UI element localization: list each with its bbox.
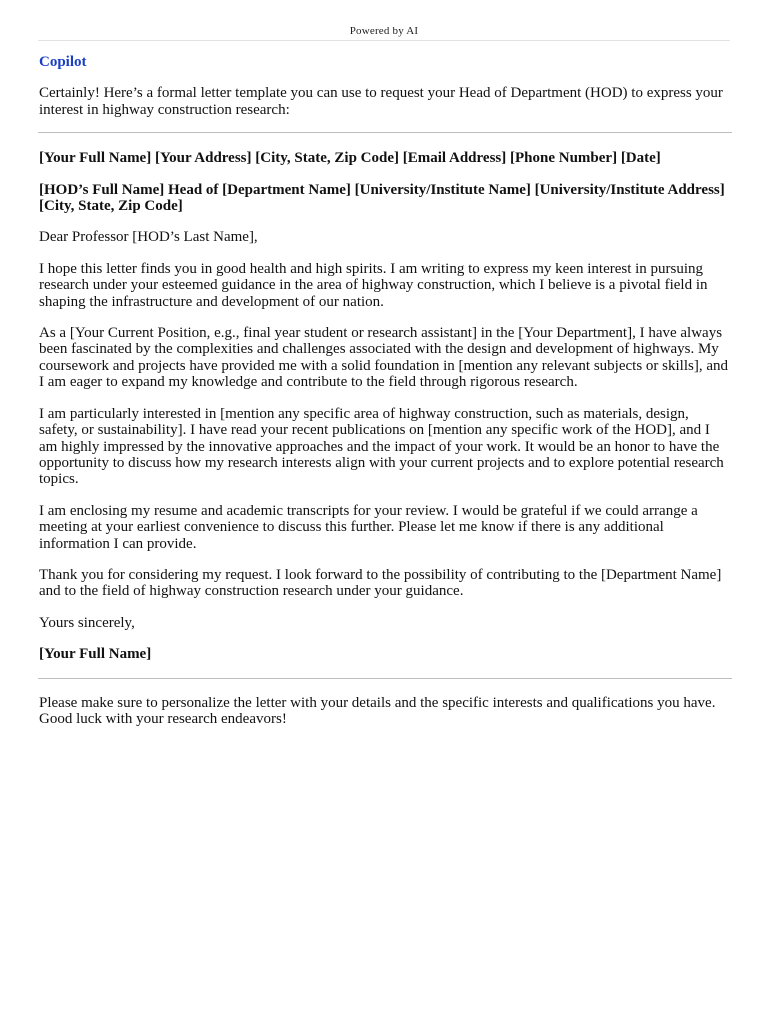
- letter-paragraph: As a [Your Current Position, e.g., final year student or research assistant] in the [Your Department], I have always been fascinated by the complexities and challenges associated with the design and development of highways. My coursework and projects have provided me with a solid foundation in [mention any relevant subjects or skills], and I am eager to expand my knowledge and contribute to the field through rigorous research.: [39, 325, 728, 391]
- chat-response: [39, 54, 731, 742]
- letter-template: [39, 150, 731, 662]
- intro-text: Certainly! Here’s a formal letter template you can use to request your Head of Department (HOD) to express your interest in highway construction research:: [39, 85, 723, 118]
- recipient-block: [HOD’s Full Name] Head of [Department Name] [University/Institute Name] [University/Institute Address] [City, State, Zip Code]: [39, 181, 725, 215]
- signature: [Your Full Name]: [39, 646, 152, 663]
- assistant-name: Copilot: [39, 54, 87, 70]
- letter-bottom-divider: [38, 678, 732, 679]
- salutation: Dear Professor [HOD’s Last Name],: [39, 229, 258, 246]
- letter-paragraph: I hope this letter finds you in good health and high spirits. I am writing to express my keen interest in pursuing research under your esteemed guidance in the area of highway construction, which I believe is a pivotal field in shaping the infrastructure and development of our nation.: [39, 260, 708, 310]
- letter-paragraph: I am particularly interested in [mention any specific area of highway construction, such as materials, design, safety, or sustainability]. I have read your recent publications on [mention any specific work of the HOD], and I am highly impressed by the innovative approaches and the impact of your work. It would be an honor to have the opportunity to discuss how my research interests align with your current projects and to explore potential research topics.: [39, 405, 724, 488]
- letter-paragraph: Thank you for considering my request. I look forward to the possibility of contributing to the [Department Name] and to the field of highway construction research under your guidance.: [39, 566, 722, 600]
- header-divider: [38, 40, 730, 41]
- outro-text: Please make sure to personalize the letter with your details and the specific interests and qualifications you have. Good luck with your research endeavors!: [39, 694, 716, 727]
- closing: Yours sincerely,: [39, 614, 135, 631]
- sender-block: [Your Full Name] [Your Address] [City, State, Zip Code] [Email Address] [Phone Number] [Date]: [39, 150, 661, 167]
- letter-top-divider: [38, 132, 732, 133]
- letter-paragraph: I am enclosing my resume and academic transcripts for your review. I would be grateful if we could arrange a meeting at your earliest convenience to discuss this further. Please let me know if there is any additional information I can provide.: [39, 502, 698, 552]
- powered-by-note: Powered by AI: [349, 25, 419, 37]
